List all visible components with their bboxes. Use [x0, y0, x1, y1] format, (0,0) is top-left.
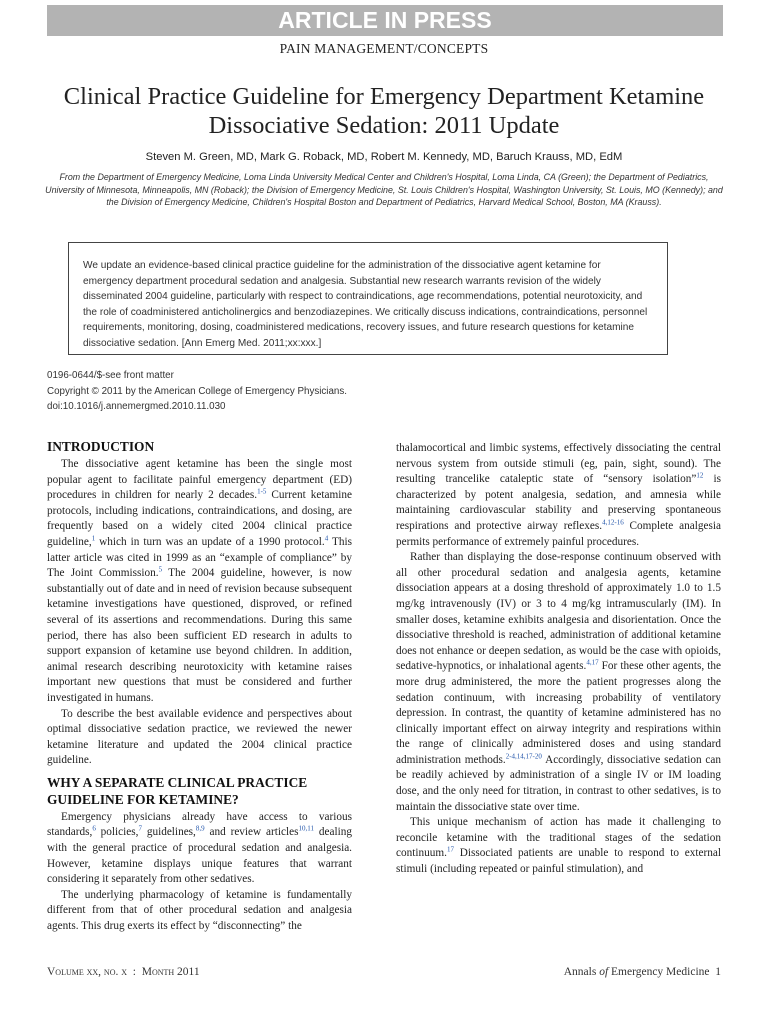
citation-link[interactable]: 10,11	[298, 824, 315, 833]
doi-link[interactable]: doi:10.1016/j.annemergmed.2010.11.030	[47, 401, 226, 412]
front-matter	[47, 368, 347, 415]
paragraph: The underlying pharmacology of ketamine is fundamentally different from that of other procedural sedation and analgesia agents. This drug exerts its effect by “disconnecting” the	[47, 888, 352, 933]
citation-link[interactable]: 2-4,14,17-20	[505, 752, 542, 761]
citation-link[interactable]: 4	[324, 534, 329, 543]
text-run: Complete analgesia permits performance of extremely painful procedures.	[396, 519, 721, 548]
journal-name-b: Emergency Medicine	[608, 966, 710, 978]
abstract-text: We update an evidence-based clinical practice guideline for the administration of the dissociative agent ketamine for emergency department procedural sedation and analgesia. Substantial new research warrants revision of the widely disseminated 2004 guideline, particularly with respect to contraindications, age recommendations, potential neurotoxicity, and the role of coadministered anticholinergics and benzodiazepines. We critically discuss indications, contraindications, personnel requirements, monitoring, dosing, coadministered medications, recovery issues, and future research questions for ketamine dissociative sedation. [Ann Emerg Med. 2011;xx:xxx.]	[83, 260, 648, 349]
text-run: Emergency physicians already have access to various standards,	[47, 810, 352, 839]
abstract-box	[68, 242, 668, 355]
text-run: Accordingly, dissociative sedation can be readily achieved by administration of a single IV or IM loading dose, and the only need for titration, in contrast to other sedatives, is to maintain the dissociative state over time.	[396, 753, 721, 813]
footer-journal	[564, 966, 721, 978]
volume-text: Volume xx, no. x	[47, 966, 128, 978]
citation-link[interactable]: 4,12-16	[602, 518, 624, 527]
affiliations: From the Department of Emergency Medicine, Loma Linda University Medical Center and Children's Hospital, Loma Linda, CA (Green); the Department of Pediatrics, University of Minnesota, Minneapolis, MN (Roback); the Division of Emergency Medicine, St. Louis Children's Hospital, Washington University, St. Louis, MO (Kennedy); and the Division of Emergency Medicine, Children's Hospital Boston and Department of Pediatrics, Harvard Medical School, Boston, MA (Krauss).	[45, 172, 723, 208]
paragraph: To describe the best available evidence and perspectives about optimal dissociative sedation practice, we reviewed the newer ketamine literature and updated the 2004 clinical practice guideline.	[47, 707, 352, 767]
text-run: is characterized by potent analgesia, sedation, and amnesia while maintaining cardiovascular stability and preserving spontaneous respirations and protective airway reflexes.	[396, 473, 721, 532]
text-run: This unique mechanism of action has made it challenging to reconcile ketamine with the traditional stages of the sedation continuum.	[396, 816, 721, 860]
page-number: 1	[715, 966, 721, 978]
paragraph	[47, 810, 352, 888]
author-list: Steven M. Green, MD, Mark G. Roback, MD, Robert M. Kennedy, MD, Baruch Krauss, MD, EdM	[145, 151, 623, 163]
text-run: which in turn was an update of a 1990 protocol.	[95, 535, 325, 548]
paragraph	[47, 457, 352, 707]
citation-link[interactable]: 6	[92, 824, 96, 833]
citation-link[interactable]: 12	[696, 471, 704, 480]
footer-volume	[47, 966, 200, 978]
text-run: For these other agents, the more drug administered, the more the patient progresses along the sedation continuum, with increasing probability of ventilatory depression. In contrast, the quantity of ketamine administered has no clinically important effect on airway integrity and respirations within the range of clinically administered doses and using standard administration methods.	[396, 660, 722, 766]
title-line-2: Dissociative Sedation: 2011 Update	[208, 112, 560, 139]
title-line-1: Clinical Practice Guideline for Emergency Department Ketamine	[63, 83, 705, 110]
text-run: Rather than displaying the dose-response continuum observed with all other procedural sedation and analgesia agents, ketamine dissociation appears at a dosing threshold of approximately 1.0 to 1.5 mg/kg intravenously (IV) or 3 to 4 mg/kg intramuscularly (IM). In smaller doses, ketamine exhibits analgesia and disorientation. Once the dissociative threshold is reached, administration of additional ketamine does not enhance or deepen sedation, as would be the case with opioids, sedative-hypnotics, or inhalational agents.	[396, 551, 721, 673]
journal-name-a: Annals	[563, 966, 600, 978]
paragraph	[396, 441, 721, 550]
month-text: Month 2011	[141, 966, 200, 978]
text-run: and review articles	[204, 826, 299, 839]
text-run: thalamocortical and limbic systems, effectively dissociating the central nervous system from outside stimuli (eg, pain, sight, sound). The resulting trancelike cataleptic state of “sensory isolation”	[396, 442, 721, 486]
left-column	[47, 438, 352, 935]
paragraph	[396, 815, 721, 877]
why-separate-heading: WHY A SEPARATE CLINICAL PRACTICE GUIDELINE FOR KETAMINE?	[47, 774, 308, 807]
article-title	[30, 82, 738, 140]
citation-link[interactable]: 7	[138, 824, 142, 833]
text-run: The 2004 guideline, however, is now substantially out of date and in need of revision because subsequent ketamine investigations have questioned, disproved, or refined several of its assertions and recommendations. During this same period, there has also been sufficient ED research in adults to support expansion of ketamine use beyond children. In addition, animal research describing neurotoxicity with ketamine raises important new questions that must be considered and further investigated in humans.	[47, 567, 353, 704]
issn-line: 0196-0644/$-see front matter	[47, 370, 174, 381]
text-run: Dissociated patients are unable to respond to external stimuli (including repeated or painful stimulation), and	[396, 847, 721, 876]
text-run: dealing with the general practice of procedural sedation and analgesia. However, ketamine displays unique features that warrant considering it separately from other sedatives.	[47, 826, 352, 886]
copyright-line: Copyright © 2011 by the American College of Emergency Physicians.	[47, 385, 348, 397]
text-run: guidelines,	[141, 826, 196, 839]
citation-link[interactable]: 8,9	[195, 824, 205, 833]
text-run: Current ketamine protocols, including indications, contraindications, and dosing, are frequently based on a widely cited 2004 clinical practice guideline,	[47, 489, 352, 548]
section-label: PAIN MANAGEMENT/CONCEPTS	[279, 41, 489, 56]
introduction-heading: INTRODUCTION	[47, 439, 155, 454]
text-run: policies,	[95, 826, 139, 839]
citation-link[interactable]: 1-5	[257, 487, 267, 496]
citation-link[interactable]: 17	[446, 845, 454, 854]
journal-name-of: of	[599, 966, 609, 978]
paragraph	[396, 550, 721, 815]
separator: :	[132, 966, 136, 978]
citation-link[interactable]: 4,17	[586, 658, 599, 667]
citation-link[interactable]: 5	[158, 565, 163, 574]
text-run: This latter article was cited in 1999 as an “example of compliance” by The Joint Commission.	[47, 535, 352, 580]
citation-link[interactable]: 1	[91, 534, 96, 543]
article-in-press-banner: ARTICLE IN PRESS	[47, 5, 723, 36]
right-column	[396, 441, 721, 878]
text-run: The dissociative agent ketamine has been the single most popular agent to facilitate painful emergency department (ED) procedures in children for nearly 2 decades.	[47, 458, 352, 502]
